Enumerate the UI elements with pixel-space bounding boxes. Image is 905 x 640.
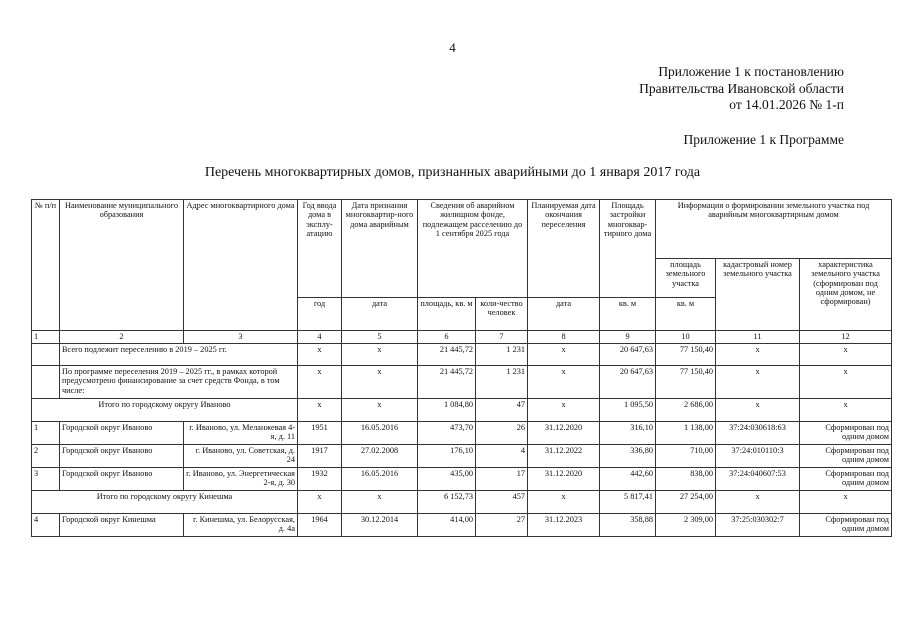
col-number: 2: [60, 331, 184, 344]
row-land: 2 309,00: [656, 514, 716, 537]
row-year: 1932: [298, 468, 342, 491]
row-cadastral: 37:24:030618:63: [716, 422, 800, 445]
program-land: 77 150,40: [656, 366, 716, 399]
total-year: x: [298, 344, 342, 366]
row-num: 4: [32, 514, 60, 537]
subtotal-people: 47: [476, 399, 528, 422]
row-characteristic: Сформирован под одним домом: [800, 468, 892, 491]
subtotal-characteristic: x: [800, 491, 892, 514]
row-area: 435,00: [418, 468, 476, 491]
unit-area: площадь, кв. м: [418, 298, 476, 331]
row-year: 1917: [298, 445, 342, 468]
header-land-characteristic: характеристика земельного участка (сформирован под одним домом, не сформирован): [800, 259, 892, 331]
subtotal-area: 6 152,73: [418, 491, 476, 514]
row-people: 4: [476, 445, 528, 468]
col-number: 3: [184, 331, 298, 344]
subtotal-building: 1 095,50: [600, 399, 656, 422]
row-cadastral: 37:24:010110:3: [716, 445, 800, 468]
row-municipality: Городской округ Иваново: [60, 468, 184, 491]
row-year: 1964: [298, 514, 342, 537]
program-year: x: [298, 366, 342, 399]
row-building: 336,80: [600, 445, 656, 468]
row-num: 1: [32, 422, 60, 445]
unit-year: год: [298, 298, 342, 331]
header-year: Год ввода дома в эксплу-атацию: [298, 200, 342, 298]
header-municipality: Наименование муниципального образования: [60, 200, 184, 331]
page-number: 4: [449, 40, 456, 55]
program-area: 21 445,72: [418, 366, 476, 399]
row-planned: 31.12.2020: [528, 468, 600, 491]
row-area: 414,00: [418, 514, 476, 537]
subtotal-row-ivanovo: [32, 399, 892, 422]
subtotal-row-kineshma: [32, 491, 892, 514]
total-building: 20 647,63: [600, 344, 656, 366]
row-num: 3: [32, 468, 60, 491]
subtotal-land: 2 686,00: [656, 399, 716, 422]
row-building: 358,88: [600, 514, 656, 537]
subtotal-planned: x: [528, 491, 600, 514]
total-date: x: [342, 344, 418, 366]
col-number: 1: [32, 331, 60, 344]
row-people: 27: [476, 514, 528, 537]
row-planned: 31.12.2023: [528, 514, 600, 537]
program-planned: x: [528, 366, 600, 399]
row-address: г. Иваново, ул. Советская, д. 24: [184, 445, 298, 468]
unit-count: коли-чество человек: [476, 298, 528, 331]
row-num: 2: [32, 445, 60, 468]
row-municipality: Городской округ Кинешма: [60, 514, 184, 537]
row-characteristic: Сформирован под одним домом: [800, 422, 892, 445]
program-cadastral: x: [716, 366, 800, 399]
table-row: [32, 422, 892, 445]
row-land: 1 138,00: [656, 422, 716, 445]
empty-cell: [32, 366, 60, 399]
total-label: Всего подлежит переселению в 2019 – 2025 гг.: [60, 344, 298, 366]
subtotal-land: 27 254,00: [656, 491, 716, 514]
total-characteristic: x: [800, 344, 892, 366]
row-date: 16.05.2016: [342, 422, 418, 445]
header-num: № п/п: [32, 200, 60, 331]
row-date: 16.05.2016: [342, 468, 418, 491]
total-land: 77 150,40: [656, 344, 716, 366]
row-address: г. Иваново, ул. Энергетическая 2-я, д. 30: [184, 468, 298, 491]
row-land: 838,00: [656, 468, 716, 491]
unit-date: дата: [342, 298, 418, 331]
column-numbers-row: [32, 331, 892, 344]
row-people: 17: [476, 468, 528, 491]
table-row: [32, 468, 892, 491]
col-number: 4: [298, 331, 342, 344]
program-building: 20 647,63: [600, 366, 656, 399]
col-number: 6: [418, 331, 476, 344]
col-number: 5: [342, 331, 418, 344]
subtotal-area: 1 084,80: [418, 399, 476, 422]
total-cadastral: x: [716, 344, 800, 366]
row-municipality: Городской округ Иваново: [60, 445, 184, 468]
subtotal-building: 5 817,41: [600, 491, 656, 514]
row-area: 473,70: [418, 422, 476, 445]
col-number: 12: [800, 331, 892, 344]
unit-planned: дата: [528, 298, 600, 331]
header-address: Адрес многоквартирного дома: [184, 200, 298, 331]
subtotal-people: 457: [476, 491, 528, 514]
row-area: 176,10: [418, 445, 476, 468]
col-number: 10: [656, 331, 716, 344]
appendix-line-2: Правительства Ивановской области: [639, 80, 844, 96]
total-area: 21 445,72: [418, 344, 476, 366]
row-land: 710,00: [656, 445, 716, 468]
row-building: 316,10: [600, 422, 656, 445]
row-municipality: Городской округ Иваново: [60, 422, 184, 445]
row-cadastral: 37:24:040607:53: [716, 468, 800, 491]
unit-building: кв. м: [600, 298, 656, 331]
row-characteristic: Сформирован под одним домом: [800, 445, 892, 468]
total-people: 1 231: [476, 344, 528, 366]
subtotal-planned: x: [528, 399, 600, 422]
subtotal-cadastral: x: [716, 399, 800, 422]
subtotal-label: Итого по городскому округу Иваново: [32, 399, 298, 422]
row-building: 442,60: [600, 468, 656, 491]
header-row: [32, 200, 892, 259]
subtotal-date: x: [342, 399, 418, 422]
row-address: г. Кинешма, ул. Белорусская, д. 4а: [184, 514, 298, 537]
program-appendix: Приложение 1 к Программе: [683, 132, 844, 147]
subtotal-label: Итого по городскому округу Кинешма: [32, 491, 298, 514]
subtotal-characteristic: x: [800, 399, 892, 422]
col-number: 11: [716, 331, 800, 344]
col-number: 9: [600, 331, 656, 344]
row-cadastral: 37:25:030302:7: [716, 514, 800, 537]
document-title: Перечень многоквартирных домов, признанных аварийными до 1 января 2017 года: [204, 165, 701, 180]
program-characteristic: x: [800, 366, 892, 399]
row-planned: 31.12.2020: [528, 422, 600, 445]
total-planned: x: [528, 344, 600, 366]
row-address: г. Иваново, ул. Меланжевая 4-я, д. 11: [184, 422, 298, 445]
row-year: 1951: [298, 422, 342, 445]
unit-land: кв. м: [656, 298, 716, 331]
col-number: 7: [476, 331, 528, 344]
program-people: 1 231: [476, 366, 528, 399]
subtotal-date: x: [342, 491, 418, 514]
row-date: 27.02.2008: [342, 445, 418, 468]
row-planned: 31.12.2022: [528, 445, 600, 468]
appendix-line-1: Приложение 1 к постановлению: [658, 64, 844, 79]
table-row: [32, 514, 892, 537]
header-building-area: Площадь застройки многоквар-тирного дома: [600, 200, 656, 298]
emergency-houses-table: [31, 199, 892, 537]
header-land-info: Информация о формировании земельного участка под аварийным многоквартирным домом: [656, 200, 892, 259]
program-date: x: [342, 366, 418, 399]
program-label: По программе переселения 2019 – 2025 гг., в рамках которой предусмотрено финансирование за счет средств Фонда, в том числе:: [60, 366, 298, 399]
subtotal-year: x: [298, 491, 342, 514]
table-row: [32, 445, 892, 468]
program-row: [32, 366, 892, 399]
col-number: 8: [528, 331, 600, 344]
row-characteristic: Сформирован под одним домом: [800, 514, 892, 537]
header-cadastral: кадастровый номер земельного участка: [716, 259, 800, 331]
empty-cell: [32, 344, 60, 366]
row-people: 26: [476, 422, 528, 445]
appendix-header: [639, 64, 844, 114]
subtotal-year: x: [298, 399, 342, 422]
appendix-line-3: от 14.01.2026 № 1-п: [729, 97, 844, 112]
header-date-emergency: Дата признания многоквартир-ного дома аварийным: [342, 200, 418, 298]
total-row: [32, 344, 892, 366]
row-date: 30.12.2014: [342, 514, 418, 537]
header-planned-date: Планируемая дата окончания переселения: [528, 200, 600, 298]
subtotal-cadastral: x: [716, 491, 800, 514]
header-fund-info: Сведения об аварийном жилищном фонде, подлежащем расселению до 1 сентября 2025 года: [418, 200, 528, 298]
header-land-area: площадь земельного участка: [656, 259, 716, 298]
